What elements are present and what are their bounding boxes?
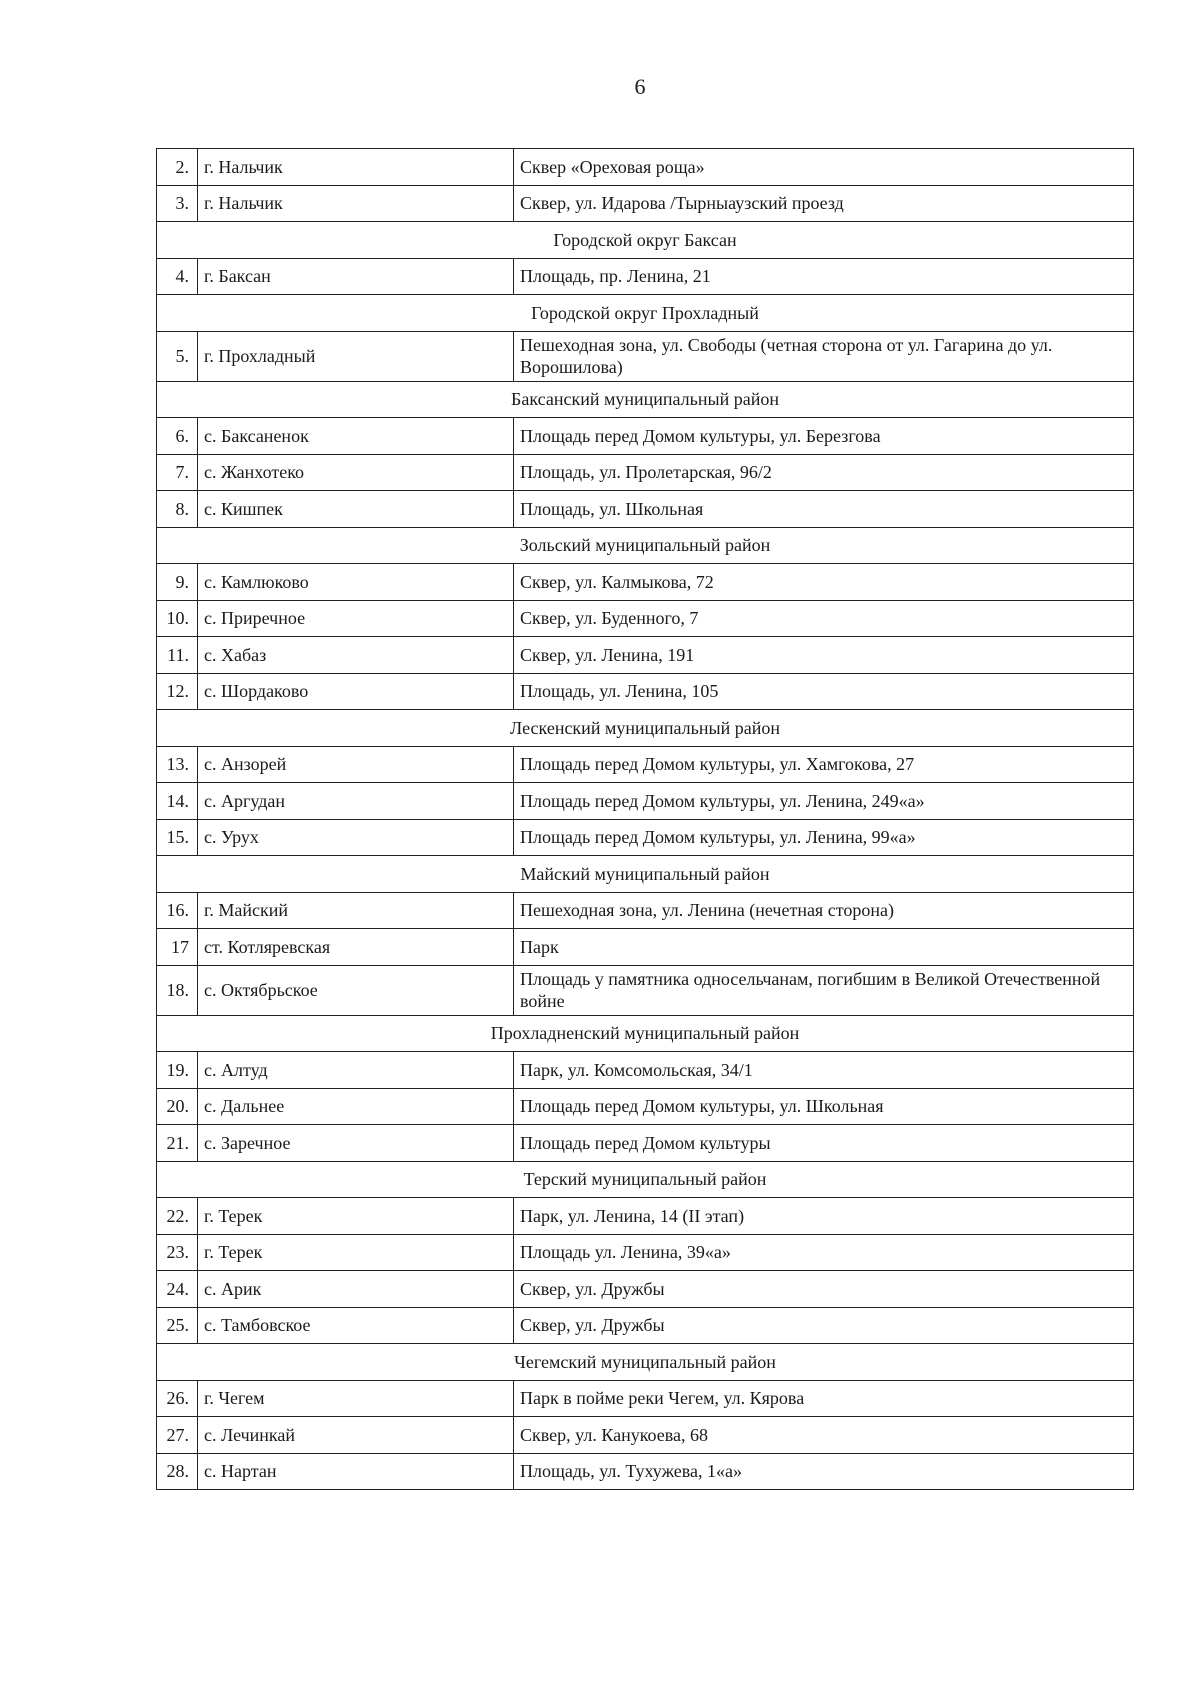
settlement-cell: г. Баксан <box>198 258 514 295</box>
settlement-cell: г. Терек <box>198 1198 514 1235</box>
section-title: Прохладненский муниципальный район <box>157 1015 1134 1052</box>
section-row <box>157 381 1134 418</box>
row-number-cell: 25. <box>157 1307 198 1344</box>
settlement-cell: с. Баксаненок <box>198 418 514 455</box>
object-cell: Сквер, ул. Дружбы <box>514 1307 1134 1344</box>
table-row <box>157 185 1134 222</box>
section-row <box>157 1344 1134 1381</box>
table-row <box>157 965 1134 1015</box>
object-cell: Площадь перед Домом культуры, ул. Хамгокова, 27 <box>514 746 1134 783</box>
row-number-cell: 22. <box>157 1198 198 1235</box>
table-row <box>157 1453 1134 1490</box>
settlement-cell: с. Кишпек <box>198 491 514 528</box>
settlement-cell: с. Арик <box>198 1271 514 1308</box>
object-cell: Сквер, ул. Буденного, 7 <box>514 600 1134 637</box>
row-number-cell: 5. <box>157 331 198 381</box>
row-number-cell: 12. <box>157 673 198 710</box>
section-row <box>157 527 1134 564</box>
settlement-cell: с. Приречное <box>198 600 514 637</box>
section-title: Терский муниципальный район <box>157 1161 1134 1198</box>
object-cell: Парк, ул. Комсомольская, 34/1 <box>514 1052 1134 1089</box>
settlement-cell: г. Майский <box>198 892 514 929</box>
row-number-cell: 18. <box>157 965 198 1015</box>
settlement-cell: с. Дальнее <box>198 1088 514 1125</box>
section-row <box>157 1015 1134 1052</box>
section-title: Баксанский муниципальный район <box>157 381 1134 418</box>
table-row <box>157 1125 1134 1162</box>
settlement-cell: с. Аргудан <box>198 783 514 820</box>
object-cell: Площадь перед Домом культуры, ул. Ленина, 249«а» <box>514 783 1134 820</box>
settlement-cell: с. Урух <box>198 819 514 856</box>
object-cell: Площадь перед Домом культуры <box>514 1125 1134 1162</box>
row-number-cell: 23. <box>157 1234 198 1271</box>
section-title: Чегемский муниципальный район <box>157 1344 1134 1381</box>
object-cell: Сквер, ул. Ленина, 191 <box>514 637 1134 674</box>
row-number-cell: 20. <box>157 1088 198 1125</box>
settlement-cell: с. Нартан <box>198 1453 514 1490</box>
object-cell: Площадь, ул. Пролетарская, 96/2 <box>514 454 1134 491</box>
row-number-cell: 13. <box>157 746 198 783</box>
object-cell: Площадь перед Домом культуры, ул. Ленина, 99«а» <box>514 819 1134 856</box>
row-number-cell: 2. <box>157 149 198 186</box>
table-row <box>157 1417 1134 1454</box>
table-row <box>157 783 1134 820</box>
object-cell: Площадь перед Домом культуры, ул. Березгова <box>514 418 1134 455</box>
object-cell: Площадь, пр. Ленина, 21 <box>514 258 1134 295</box>
section-title: Городской округ Баксан <box>157 222 1134 259</box>
table-row <box>157 1052 1134 1089</box>
row-number-cell: 10. <box>157 600 198 637</box>
table-row <box>157 491 1134 528</box>
row-number-cell: 4. <box>157 258 198 295</box>
table-row <box>157 637 1134 674</box>
settlement-cell: с. Камлюково <box>198 564 514 601</box>
row-number-cell: 7. <box>157 454 198 491</box>
object-cell: Парк <box>514 929 1134 966</box>
settlement-cell: с. Алтуд <box>198 1052 514 1089</box>
object-cell: Сквер, ул. Дружбы <box>514 1271 1134 1308</box>
object-cell: Площадь, ул. Тухужева, 1«а» <box>514 1453 1134 1490</box>
row-number-cell: 17 <box>157 929 198 966</box>
object-cell: Сквер, ул. Канукоева, 68 <box>514 1417 1134 1454</box>
row-number-cell: 16. <box>157 892 198 929</box>
settlement-cell: с. Тамбовское <box>198 1307 514 1344</box>
table-row <box>157 258 1134 295</box>
row-number-cell: 14. <box>157 783 198 820</box>
settlement-cell: г. Чегем <box>198 1380 514 1417</box>
object-cell: Площадь, ул. Ленина, 105 <box>514 673 1134 710</box>
table-row <box>157 564 1134 601</box>
row-number-cell: 27. <box>157 1417 198 1454</box>
section-title: Городской округ Прохладный <box>157 295 1134 332</box>
section-row <box>157 222 1134 259</box>
section-row <box>157 1161 1134 1198</box>
section-row <box>157 295 1134 332</box>
object-cell: Площадь у памятника односельчанам, погибшим в Великой Отечественной войне <box>514 965 1134 1015</box>
row-number-cell: 19. <box>157 1052 198 1089</box>
row-number-cell: 9. <box>157 564 198 601</box>
object-cell: Площадь, ул. Школьная <box>514 491 1134 528</box>
settlement-cell: г. Прохладный <box>198 331 514 381</box>
registry-table-body <box>157 149 1134 1490</box>
row-number-cell: 3. <box>157 185 198 222</box>
table-row <box>157 746 1134 783</box>
object-cell: Сквер «Ореховая роща» <box>514 149 1134 186</box>
table-row <box>157 929 1134 966</box>
table-row <box>157 454 1134 491</box>
row-number-cell: 26. <box>157 1380 198 1417</box>
settlement-cell: с. Жанхотеко <box>198 454 514 491</box>
table-row <box>157 1307 1134 1344</box>
table-row <box>157 892 1134 929</box>
table-row <box>157 1271 1134 1308</box>
settlement-cell: г. Нальчик <box>198 149 514 186</box>
object-cell: Пешеходная зона, ул. Ленина (нечетная сторона) <box>514 892 1134 929</box>
row-number-cell: 28. <box>157 1453 198 1490</box>
row-number-cell: 21. <box>157 1125 198 1162</box>
settlement-cell: с. Хабаз <box>198 637 514 674</box>
section-title: Майский муниципальный район <box>157 856 1134 893</box>
object-cell: Площадь ул. Ленина, 39«а» <box>514 1234 1134 1271</box>
table-row <box>157 1380 1134 1417</box>
table-row <box>157 600 1134 637</box>
table-row <box>157 673 1134 710</box>
registry-table <box>156 148 1134 1490</box>
object-cell: Сквер, ул. Идарова /Тырныаузский проезд <box>514 185 1134 222</box>
settlement-cell: с. Шордаково <box>198 673 514 710</box>
object-cell: Сквер, ул. Калмыкова, 72 <box>514 564 1134 601</box>
page-number: 6 <box>634 74 646 99</box>
table-row <box>157 1234 1134 1271</box>
section-row <box>157 710 1134 747</box>
row-number-cell: 15. <box>157 819 198 856</box>
settlement-cell: с. Лечинкай <box>198 1417 514 1454</box>
table-row <box>157 1198 1134 1235</box>
table-row <box>157 149 1134 186</box>
table-row <box>157 1088 1134 1125</box>
section-row <box>157 856 1134 893</box>
settlement-cell: ст. Котляревская <box>198 929 514 966</box>
settlement-cell: с. Анзорей <box>198 746 514 783</box>
row-number-cell: 24. <box>157 1271 198 1308</box>
row-number-cell: 8. <box>157 491 198 528</box>
settlement-cell: г. Терек <box>198 1234 514 1271</box>
row-number-cell: 6. <box>157 418 198 455</box>
settlement-cell: с. Заречное <box>198 1125 514 1162</box>
table-row <box>157 819 1134 856</box>
object-cell: Парк в пойме реки Чегем, ул. Кярова <box>514 1380 1134 1417</box>
object-cell: Парк, ул. Ленина, 14 (II этап) <box>514 1198 1134 1235</box>
settlement-cell: с. Октябрьское <box>198 965 514 1015</box>
object-cell: Пешеходная зона, ул. Свободы (четная сторона от ул. Гагарина до ул. Ворошилова) <box>514 331 1134 381</box>
row-number-cell: 11. <box>157 637 198 674</box>
section-title: Зольский муниципальный район <box>157 527 1134 564</box>
settlement-cell: г. Нальчик <box>198 185 514 222</box>
table-row <box>157 331 1134 381</box>
object-cell: Площадь перед Домом культуры, ул. Школьная <box>514 1088 1134 1125</box>
section-title: Лескенский муниципальный район <box>157 710 1134 747</box>
table-row <box>157 418 1134 455</box>
